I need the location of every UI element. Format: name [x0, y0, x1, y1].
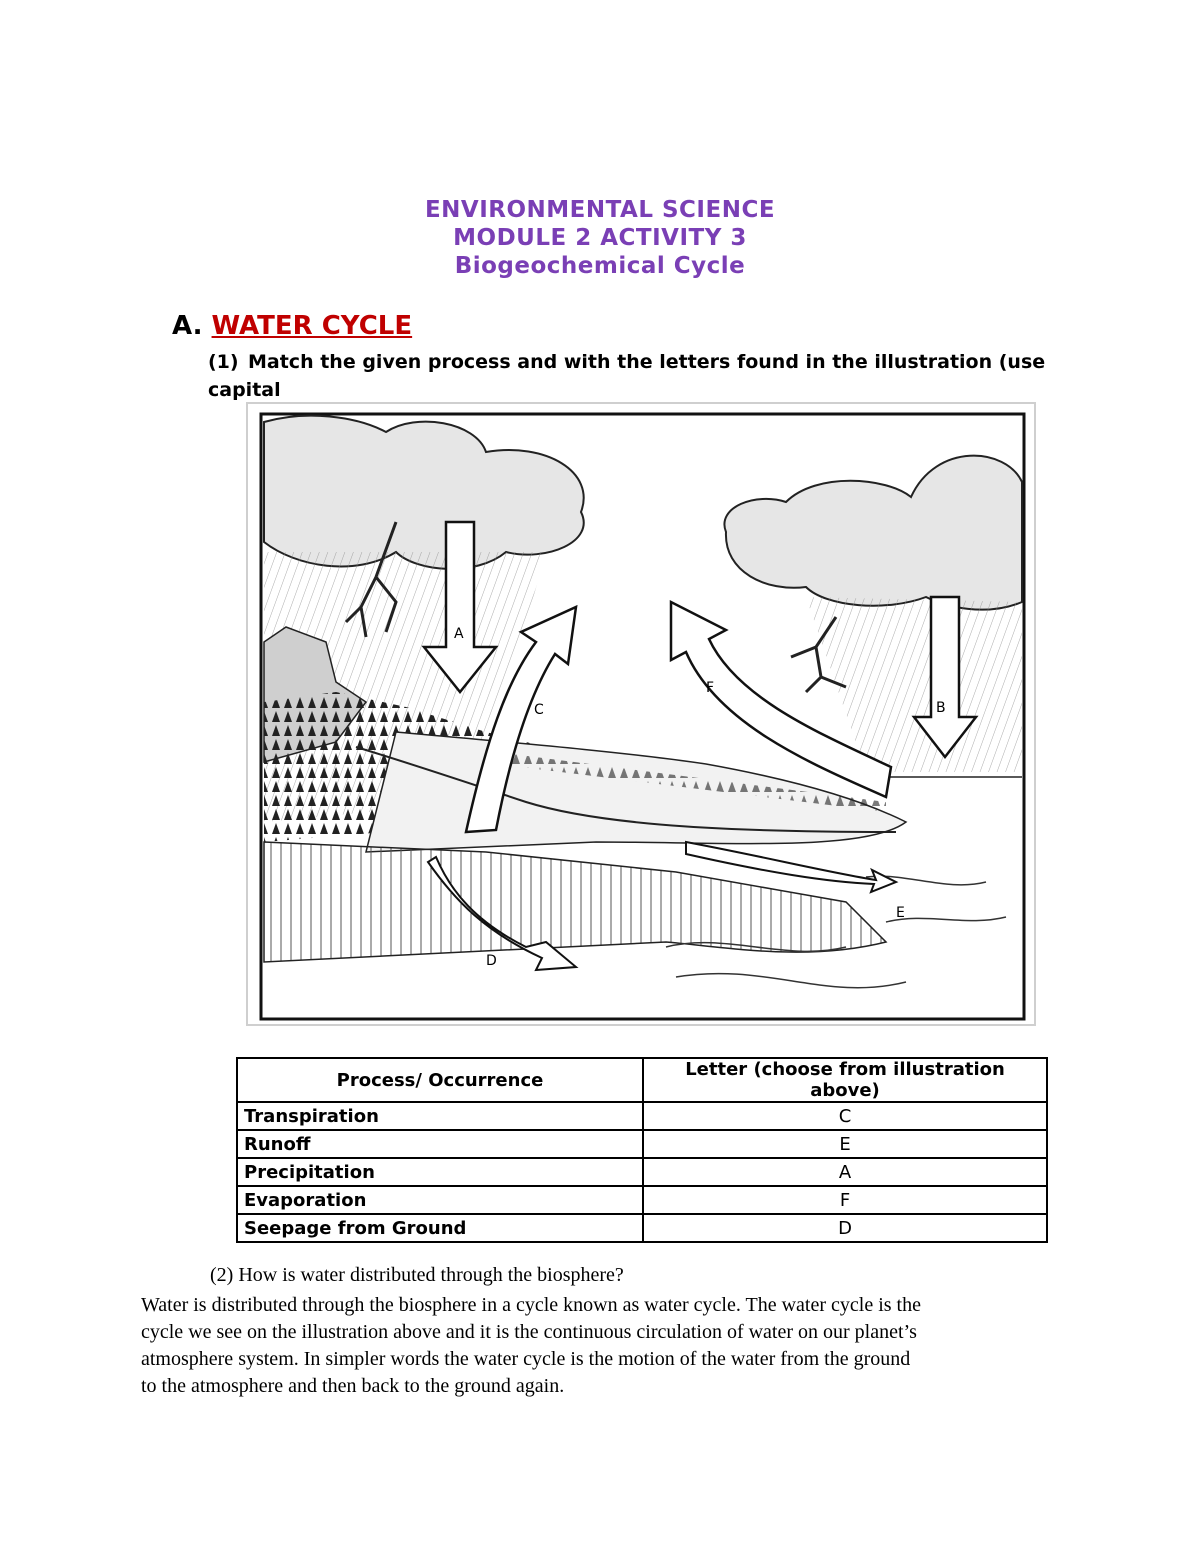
answer-line: cycle we see on the illustration above and it is the continuous circulation of water on our planet’s: [141, 1321, 917, 1343]
process-cell: Seepage from Ground: [237, 1214, 643, 1242]
topic-title: Biogeochemical Cycle: [454, 253, 746, 279]
process-cell: Precipitation: [237, 1158, 643, 1186]
table-row: [237, 1214, 1047, 1242]
label-c: C: [534, 702, 544, 718]
question-2-answer[interactable]: [141, 1292, 1061, 1400]
table-row: [237, 1186, 1047, 1214]
section-heading: [172, 311, 412, 341]
letter-cell[interactable]: F: [643, 1186, 1047, 1214]
water-cycle-illustration: [246, 402, 1036, 1026]
question-1-number: (1): [208, 351, 239, 373]
table-row: [237, 1158, 1047, 1186]
document-header: [0, 196, 1200, 280]
label-d: D: [486, 953, 497, 969]
letter-cell[interactable]: D: [643, 1214, 1047, 1242]
letter-cell[interactable]: A: [643, 1158, 1047, 1186]
answer-line: Water is distributed through the biosphere in a cycle known as water cycle. The water cycle is the: [141, 1294, 921, 1316]
label-e: E: [896, 905, 905, 921]
header-letter: Letter (choose from illustration above): [643, 1058, 1047, 1102]
process-cell: Transpiration: [237, 1102, 643, 1130]
process-cell: Evaporation: [237, 1186, 643, 1214]
header-process: Process/ Occurrence: [237, 1058, 643, 1102]
section-name: WATER CYCLE: [211, 311, 413, 341]
table-row: [237, 1102, 1047, 1130]
process-cell: Runoff: [237, 1130, 643, 1158]
label-b: B: [936, 700, 946, 716]
course-title: ENVIRONMENTAL SCIENCE: [424, 197, 776, 223]
table-row: [237, 1130, 1047, 1158]
section-letter: A.: [172, 311, 203, 341]
answer-line: to the atmosphere and then back to the ground again.: [141, 1375, 565, 1397]
letter-cell[interactable]: C: [643, 1102, 1047, 1130]
question-1-text: Match the given process and with the letters found in the illustration (use capital: [208, 351, 1046, 401]
answer-line: atmosphere system. In simpler words the water cycle is the motion of the water from the ground: [141, 1348, 911, 1370]
label-a: A: [454, 626, 464, 642]
label-f: F: [706, 680, 715, 696]
table-header-row: [237, 1058, 1047, 1102]
answer-table: [236, 1057, 1048, 1243]
module-title: MODULE 2 ACTIVITY 3: [453, 225, 747, 251]
letter-cell[interactable]: E: [643, 1130, 1047, 1158]
question-2: (2) How is water distributed through the biosphere?: [210, 1264, 624, 1286]
